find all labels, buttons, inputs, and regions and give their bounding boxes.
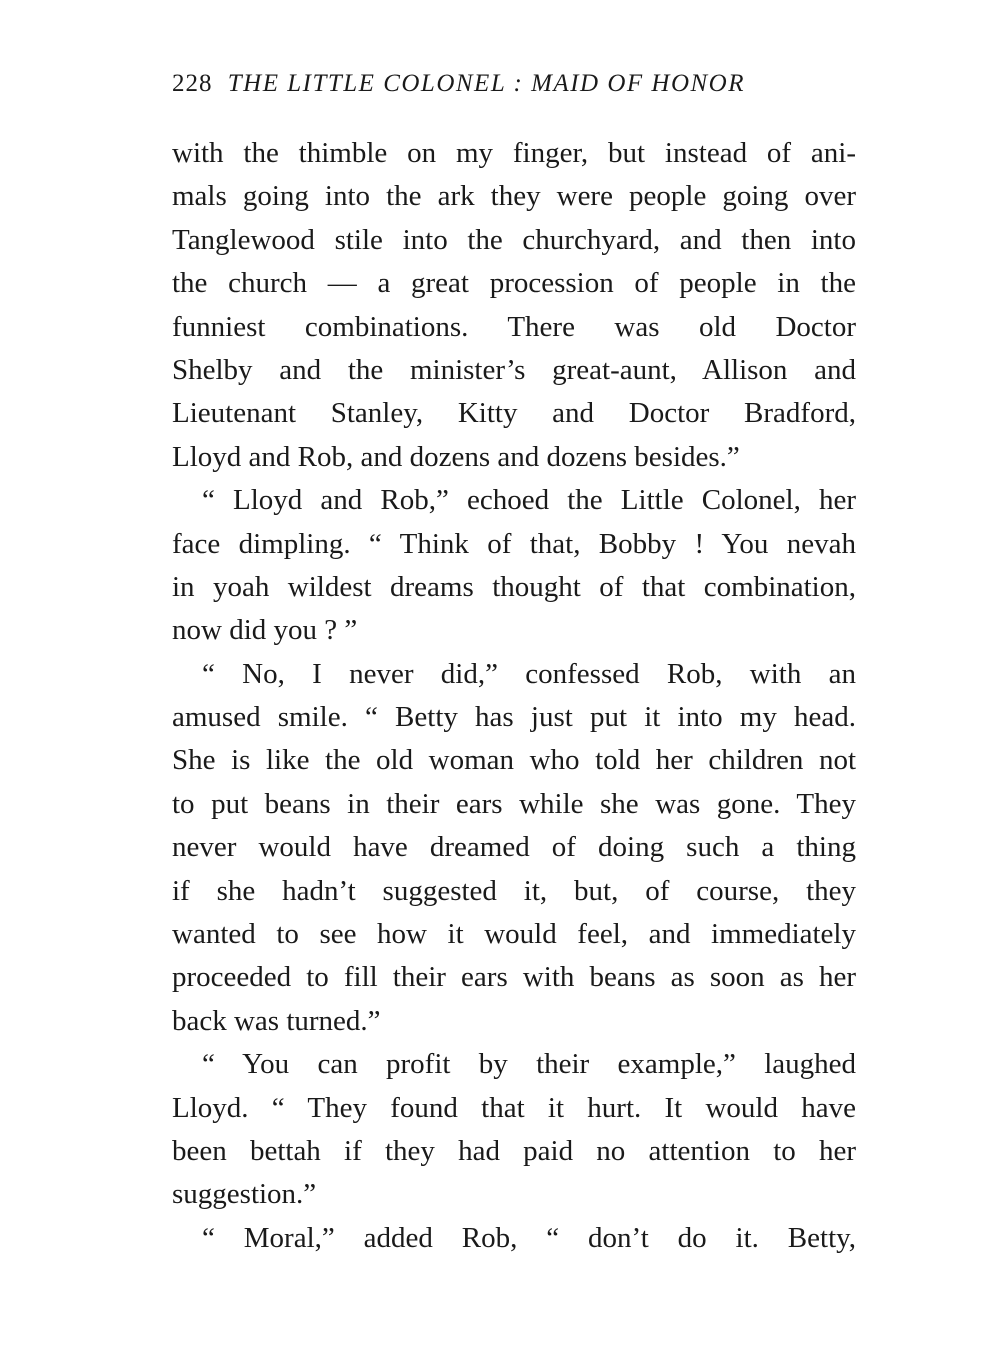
text-line: now did you ? ” bbox=[172, 614, 358, 647]
text-line: proceeded to fill their ears with beans as soon as her bbox=[172, 961, 856, 994]
book-page bbox=[172, 70, 856, 1260]
text-line: never would have dreamed of doing such a thing bbox=[172, 831, 856, 864]
text-line: face dimpling. “ Think of that, Bobby ! You nevah bbox=[172, 527, 856, 560]
text-line: She is like the old woman who told her children not bbox=[172, 744, 856, 777]
text-line: Lloyd and Rob, and dozens and dozens besides.” bbox=[172, 440, 740, 473]
text-line: “ You can profit by their example,” laughed bbox=[202, 1048, 856, 1081]
text-line: mals going into the ark they were people going over bbox=[172, 180, 856, 213]
paragraph bbox=[172, 1043, 856, 1217]
text-line: funniest combinations. There was old Doctor bbox=[172, 310, 856, 343]
text-line: the church — a great procession of people in the bbox=[172, 267, 856, 300]
text-line: wanted to see how it would feel, and immediately bbox=[172, 918, 856, 951]
page-number: 228 bbox=[172, 70, 213, 97]
text-line: Shelby and the minister’s great-aunt, Allison and bbox=[172, 353, 856, 386]
text-line: “ Moral,” added Rob, “ don’t do it. Betty, bbox=[202, 1221, 856, 1254]
text-line: been bettah if they had paid no attention to her bbox=[172, 1134, 856, 1167]
text-line: in yoah wildest dreams thought of that combination, bbox=[172, 570, 856, 603]
running-head bbox=[172, 70, 856, 98]
text-line: suggestion.” bbox=[172, 1178, 317, 1211]
text-line: if she hadn’t suggested it, but, of course, they bbox=[172, 874, 856, 907]
running-title: THE LITTLE COLONEL : MAID OF HONOR bbox=[227, 70, 746, 97]
text-line: amused smile. “ Betty has just put it into my head. bbox=[172, 701, 856, 734]
paragraph bbox=[172, 479, 856, 653]
text-line: with the thimble on my finger, but instead of ani- bbox=[172, 137, 856, 169]
text-line: “ Lloyd and Rob,” echoed the Little Colonel, her bbox=[202, 484, 856, 517]
text-line: “ No, I never did,” confessed Rob, with an bbox=[202, 657, 856, 690]
body-text bbox=[172, 132, 856, 1260]
paragraph-list bbox=[172, 132, 856, 1260]
text-line: Tanglewood stile into the churchyard, and then into bbox=[172, 223, 856, 256]
text-line: Lieutenant Stanley, Kitty and Doctor Bradford, bbox=[172, 397, 856, 430]
text-line: back was turned.” bbox=[172, 1004, 381, 1037]
paragraph bbox=[172, 653, 856, 1044]
text-line: Lloyd. “ They found that it hurt. It would have bbox=[172, 1091, 856, 1124]
paragraph bbox=[172, 132, 856, 479]
text-line: to put beans in their ears while she was gone. They bbox=[172, 787, 856, 820]
paragraph bbox=[172, 1217, 856, 1260]
